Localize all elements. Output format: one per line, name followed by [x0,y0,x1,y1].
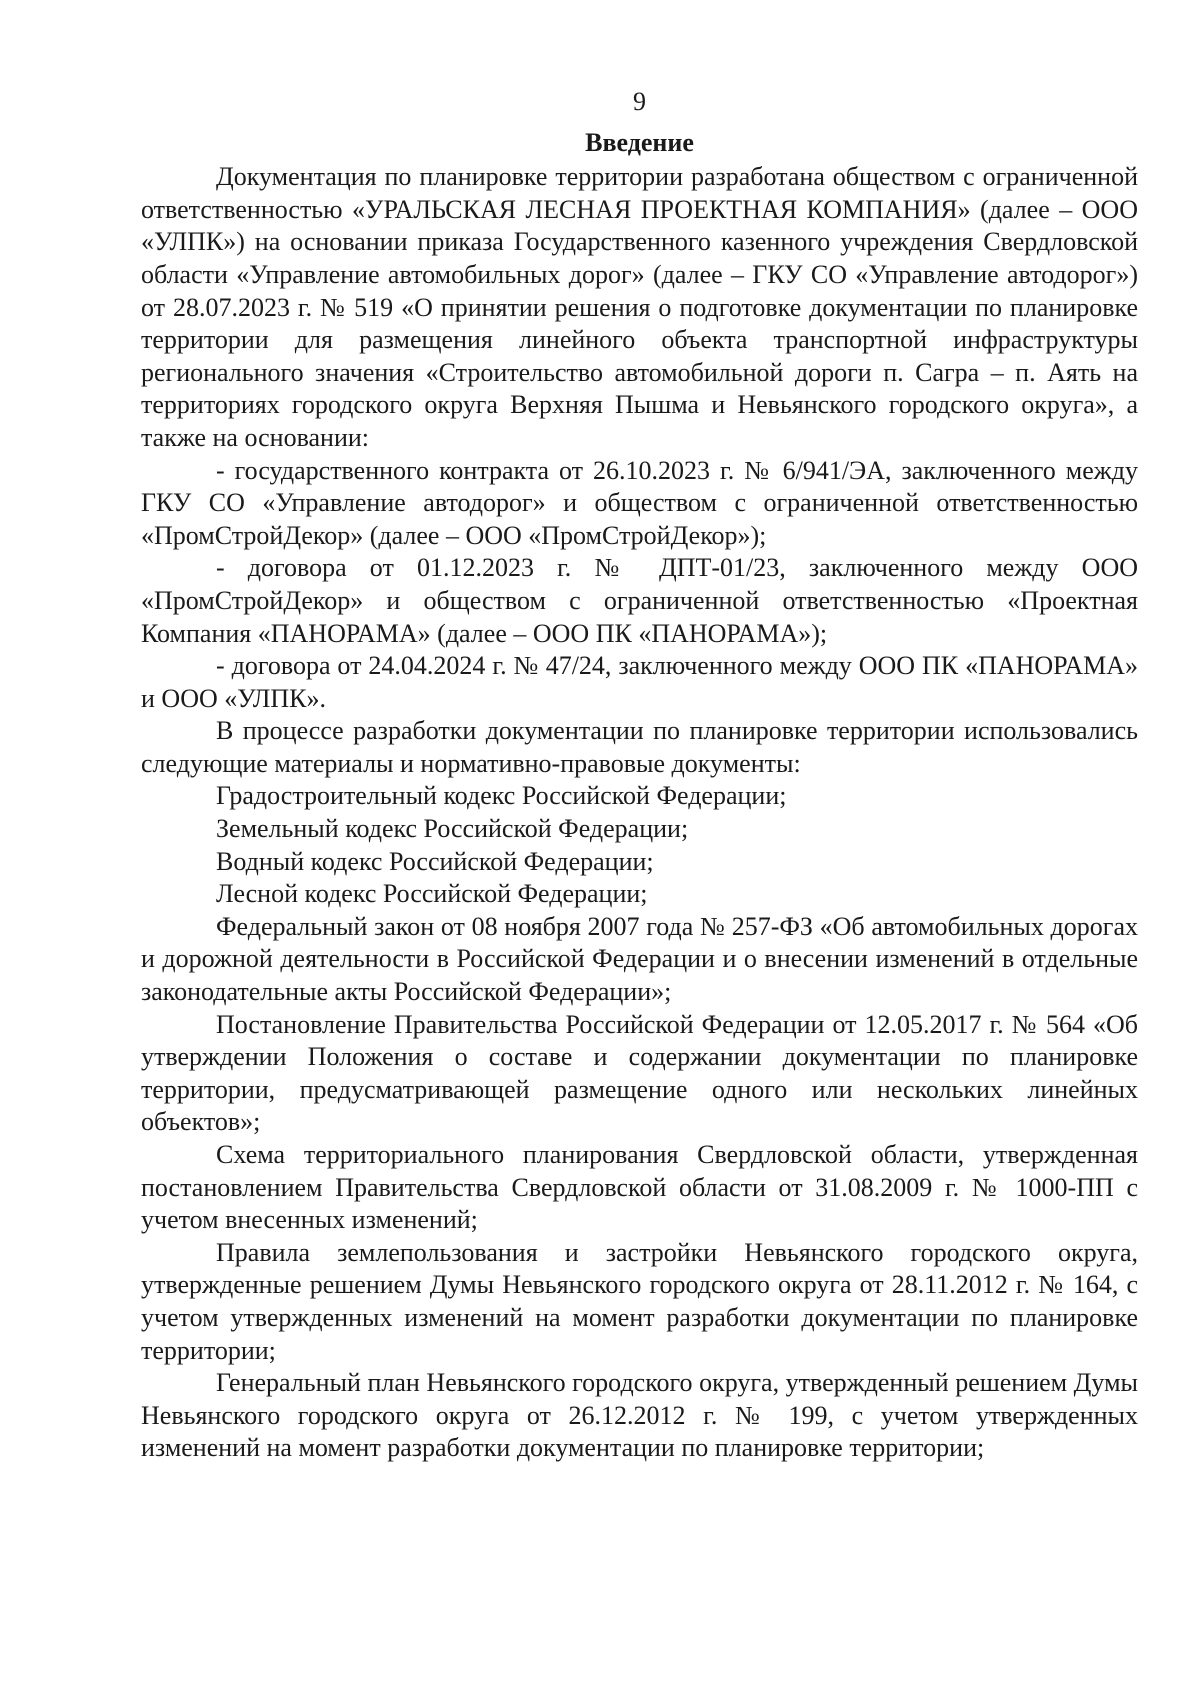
list-item-federal-law: Федеральный закон от 08 ноября 2007 года № 257-ФЗ «Об автомобильных дорогах и дорожной деятельности в Российской Федерации и о внесении изменений в отдельные законодательные акты Российской Федерации»; [141,911,1138,1007]
list-item-urban-code: Градостроительный кодекс Российской Федерации; [216,781,787,811]
list-item-territorial-scheme: Схема территориального планирования Свердловской области, утвержденная постановлением Правительства Свердловской области от 31.08.2009 г. № 1000-ПП с учетом внесенных изменений; [141,1140,1138,1235]
paragraph-contract-dpt: - договора от 01.12.2023 г. № ДПТ-01/23, заключенного между ООО «ПромСтройДекор» и обществом с ограниченной ответственностью «Проектная Компания «ПАНОРАМА» (далее – ООО ПК «ПАНОРАМА»); [141,553,1138,648]
section-heading: Введение [585,127,694,157]
list-item-water-code: Водный кодекс Российской Федерации; [216,846,654,876]
page-number: 9 [633,87,646,116]
document-page [141,86,1138,1465]
list-item-government-decree: Постановление Правительства Российской Федерации от 12.05.2017 г. № 564 «Об утверждении Положения о составе и содержании документации по планировке территории, предусматривающей размещение одного или нескольких линейных объектов»; [141,1009,1138,1137]
list-item-land-use-rules: Правила землепользования и застройки Невьянского городского округа, утвержденные решением Думы Невьянского городского округа от 28.11.2012 г. № 164, с учетом утвержденных изменений на момент разработки документации по планировке территории; [141,1237,1138,1365]
list-item-land-code: Земельный кодекс Российской Федерации; [216,814,689,844]
paragraph-state-contract: - государственного контракта от 26.10.2023 г. № 6/941/ЭА, заключенного между ГКУ СО «Управление автодорог» и обществом с ограниченной ответственностью «ПромСтройДекор» (далее – ООО «ПромСтройДекор»); [141,455,1138,550]
paragraph-intro: Документация по планировке территории разработана обществом с ограниченной ответственностью «УРАЛЬСКАЯ ЛЕСНАЯ ПРОЕКТНАЯ КОМПАНИЯ» (далее – ООО «УЛПК») на основании приказа Государственного казенного учреждения Свердловской области «Управление автомобильных дорог» (далее – ГКУ СО «Управление автодорог») от 28.07.2023 г. № 519 «О принятии решения о подготовке документации по планировке территории для размещения линейного объекта транспортной инфраструктуры регионального значения «Строительство автомобильной дороги п. Сагра – п. Аять на территориях городского округа Верхняя Пышма и Невьянского городского округа», а также на основании: [141,162,1138,452]
paragraph-materials-intro: В процессе разработки документации по планировке территории использовались следующие материалы и нормативно-правовые документы: [141,716,1138,778]
list-item-general-plan: Генеральный план Невьянского городского округа, утвержденный решением Думы Невьянского городского округа от 26.12.2012 г. № 199, с учетом утвержденных изменений на момент разработки документации по планировке территории; [141,1368,1138,1463]
paragraph-contract-47: - договора от 24.04.2024 г. № 47/24, заключенного между ООО ПК «ПАНОРАМА» и ООО «УЛПК». [141,651,1138,713]
list-item-forest-code: Лесной кодекс Российской Федерации; [216,879,648,909]
